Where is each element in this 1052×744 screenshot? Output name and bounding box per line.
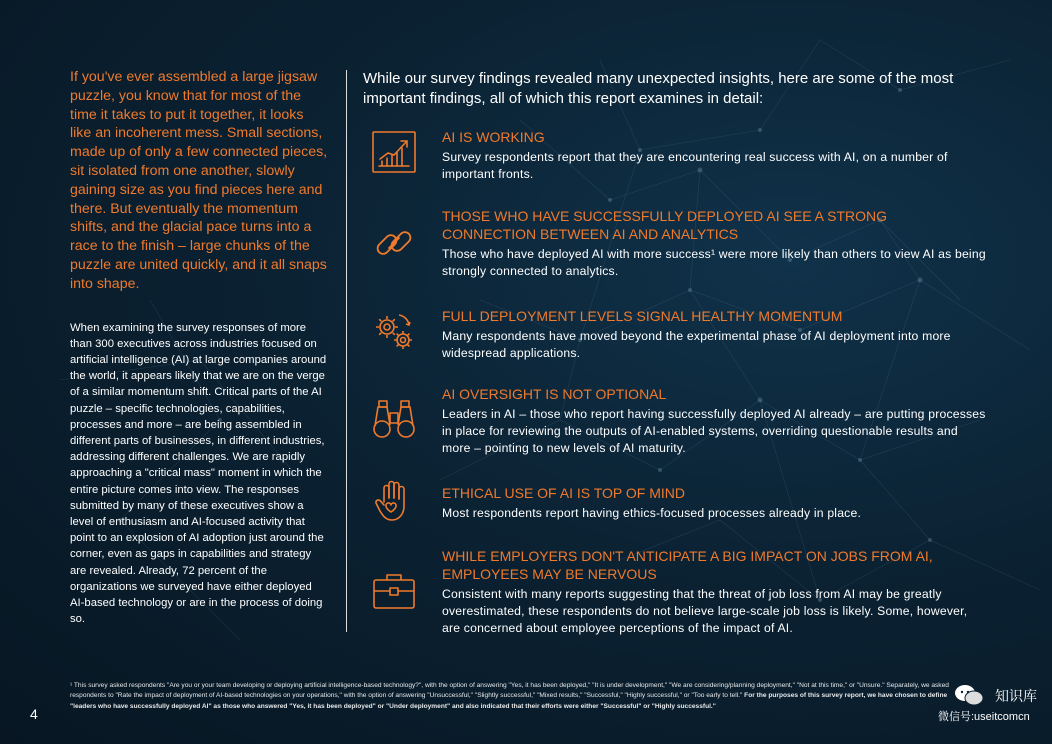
hand-heart-icon xyxy=(370,476,418,524)
finding-text: Most respondents report having ethics-focused processes already in place. xyxy=(442,506,862,520)
footnote xyxy=(70,681,960,712)
finding-text: Many respondents have moved beyond the experimental phase of AI deployment into more widespread applications. xyxy=(442,329,951,360)
findings-lead: While our survey findings revealed many unexpected insights, here are some of the most important findings, all of which this report examines in detail: xyxy=(363,70,954,107)
finding-title: AI IS WORKING xyxy=(442,129,545,145)
column-divider xyxy=(346,70,347,632)
finding-title: WHILE EMPLOYERS DON'T ANTICIPATE A BIG IMPACT ON JOBS FROM AI, EMPLOYEES MAY BE NERVOUS xyxy=(442,548,933,582)
briefcase-icon xyxy=(370,567,418,615)
finding-title: AI OVERSIGHT IS NOT OPTIONAL xyxy=(442,386,667,402)
growth-chart-icon xyxy=(370,128,418,176)
page-number: 4 xyxy=(30,706,38,722)
finding-text: Leaders in AI – those who report having successfully deployed AI already – are putting processes in place for reviewing the outputs of AI-enabled systems, overriding questionable results and more – pointing to new levels of AI maturity. xyxy=(442,407,986,455)
watermark-id: 微信号:useitcomcn xyxy=(938,711,1030,723)
footnote-emphasis: For the purposes of this survey report, we have chosen to define "leaders who have successfully deployed AI" as those who answered "Yes, it has been deployed" or "Under deployment" and also indicated that their efforts were either "Successful" or "Highly successful." xyxy=(70,692,948,710)
finding-text: Survey respondents report that they are encountering real success with AI, on a number of important fronts. xyxy=(442,150,948,181)
finding-title: FULL DEPLOYMENT LEVELS SIGNAL HEALTHY MOMENTUM xyxy=(442,308,843,324)
watermark xyxy=(938,684,1049,724)
finding-title: THOSE WHO HAVE SUCCESSFULLY DEPLOYED AI SEE A STRONG CONNECTION BETWEEN AI AND ANALYTICS xyxy=(442,208,888,242)
gears-icon xyxy=(370,307,418,355)
finding-text: Consistent with many reports suggesting that the threat of job loss from AI may be greatly overestimated, these respondents do not believe large-scale job loss is likely. Some, however, are concerned about employee perceptions of the impact of AI. xyxy=(442,587,968,635)
chain-link-icon xyxy=(370,219,418,267)
footnote-definition: ¹ This survey asked respondents "Are you or your team developing or deploying artificial intelligence-based technology?", with the option of answering "Yes, it has been deployed," "It is under development," "We are considering/planning deployment," "Not at this time," or "Unsure." Separately, we asked respondents to "Rate the impact of deployment of AI-based technologies on your operations," with the option of answering "Unsuccessful," "Slightly successful," "Mixed results," "Successful," "Highly successful," or "Too early to tell." xyxy=(70,682,949,700)
left-column xyxy=(70,68,328,627)
binoculars-icon xyxy=(370,395,418,443)
finding-title: ETHICAL USE OF AI IS TOP OF MIND xyxy=(442,485,685,501)
intro-paragraph: If you've ever assembled a large jigsaw puzzle, you know that for most of the time it takes to put it together, it looks like an incoherent mess. Small sections, made up of only a few connected pieces, sit isolated from one another, slowly gaining size as you find pieces here and there. But eventually the momentum shifts, and the glacial pace turns into a race to the finish – large chunks of the puzzle are united quickly, and it all snaps into shape. xyxy=(70,69,328,292)
finding-text: Those who have deployed AI with more success¹ were more likely than others to view AI as being strongly connected to analytics. xyxy=(442,247,986,278)
body-paragraph: When examining the survey responses of more than 300 executives across industries focused on artificial intelligence (AI) at large companies around the world, it appears likely that we are on the verge of a similar momentum shift. Critical parts of the AI puzzle – specific technologies, capabilities, processes and more – are being assembled in different parts of businesses, in different industries, addressing different challenges. We are rapidly approaching a "critical mass" moment in which the entire picture comes into view. The responses submitted by many of these executives show a level of enthusiasm and AI-focused activity that point to an explosion of AI adoption just around the corner, even as gaps in capabilities and strategy are revealed. Already, 72 percent of the organizations we surveyed have either deployed AI-based technology or are in the process of doing so. xyxy=(70,321,327,626)
wechat-icon xyxy=(954,684,984,706)
watermark-title: 知识库 xyxy=(995,688,1037,704)
